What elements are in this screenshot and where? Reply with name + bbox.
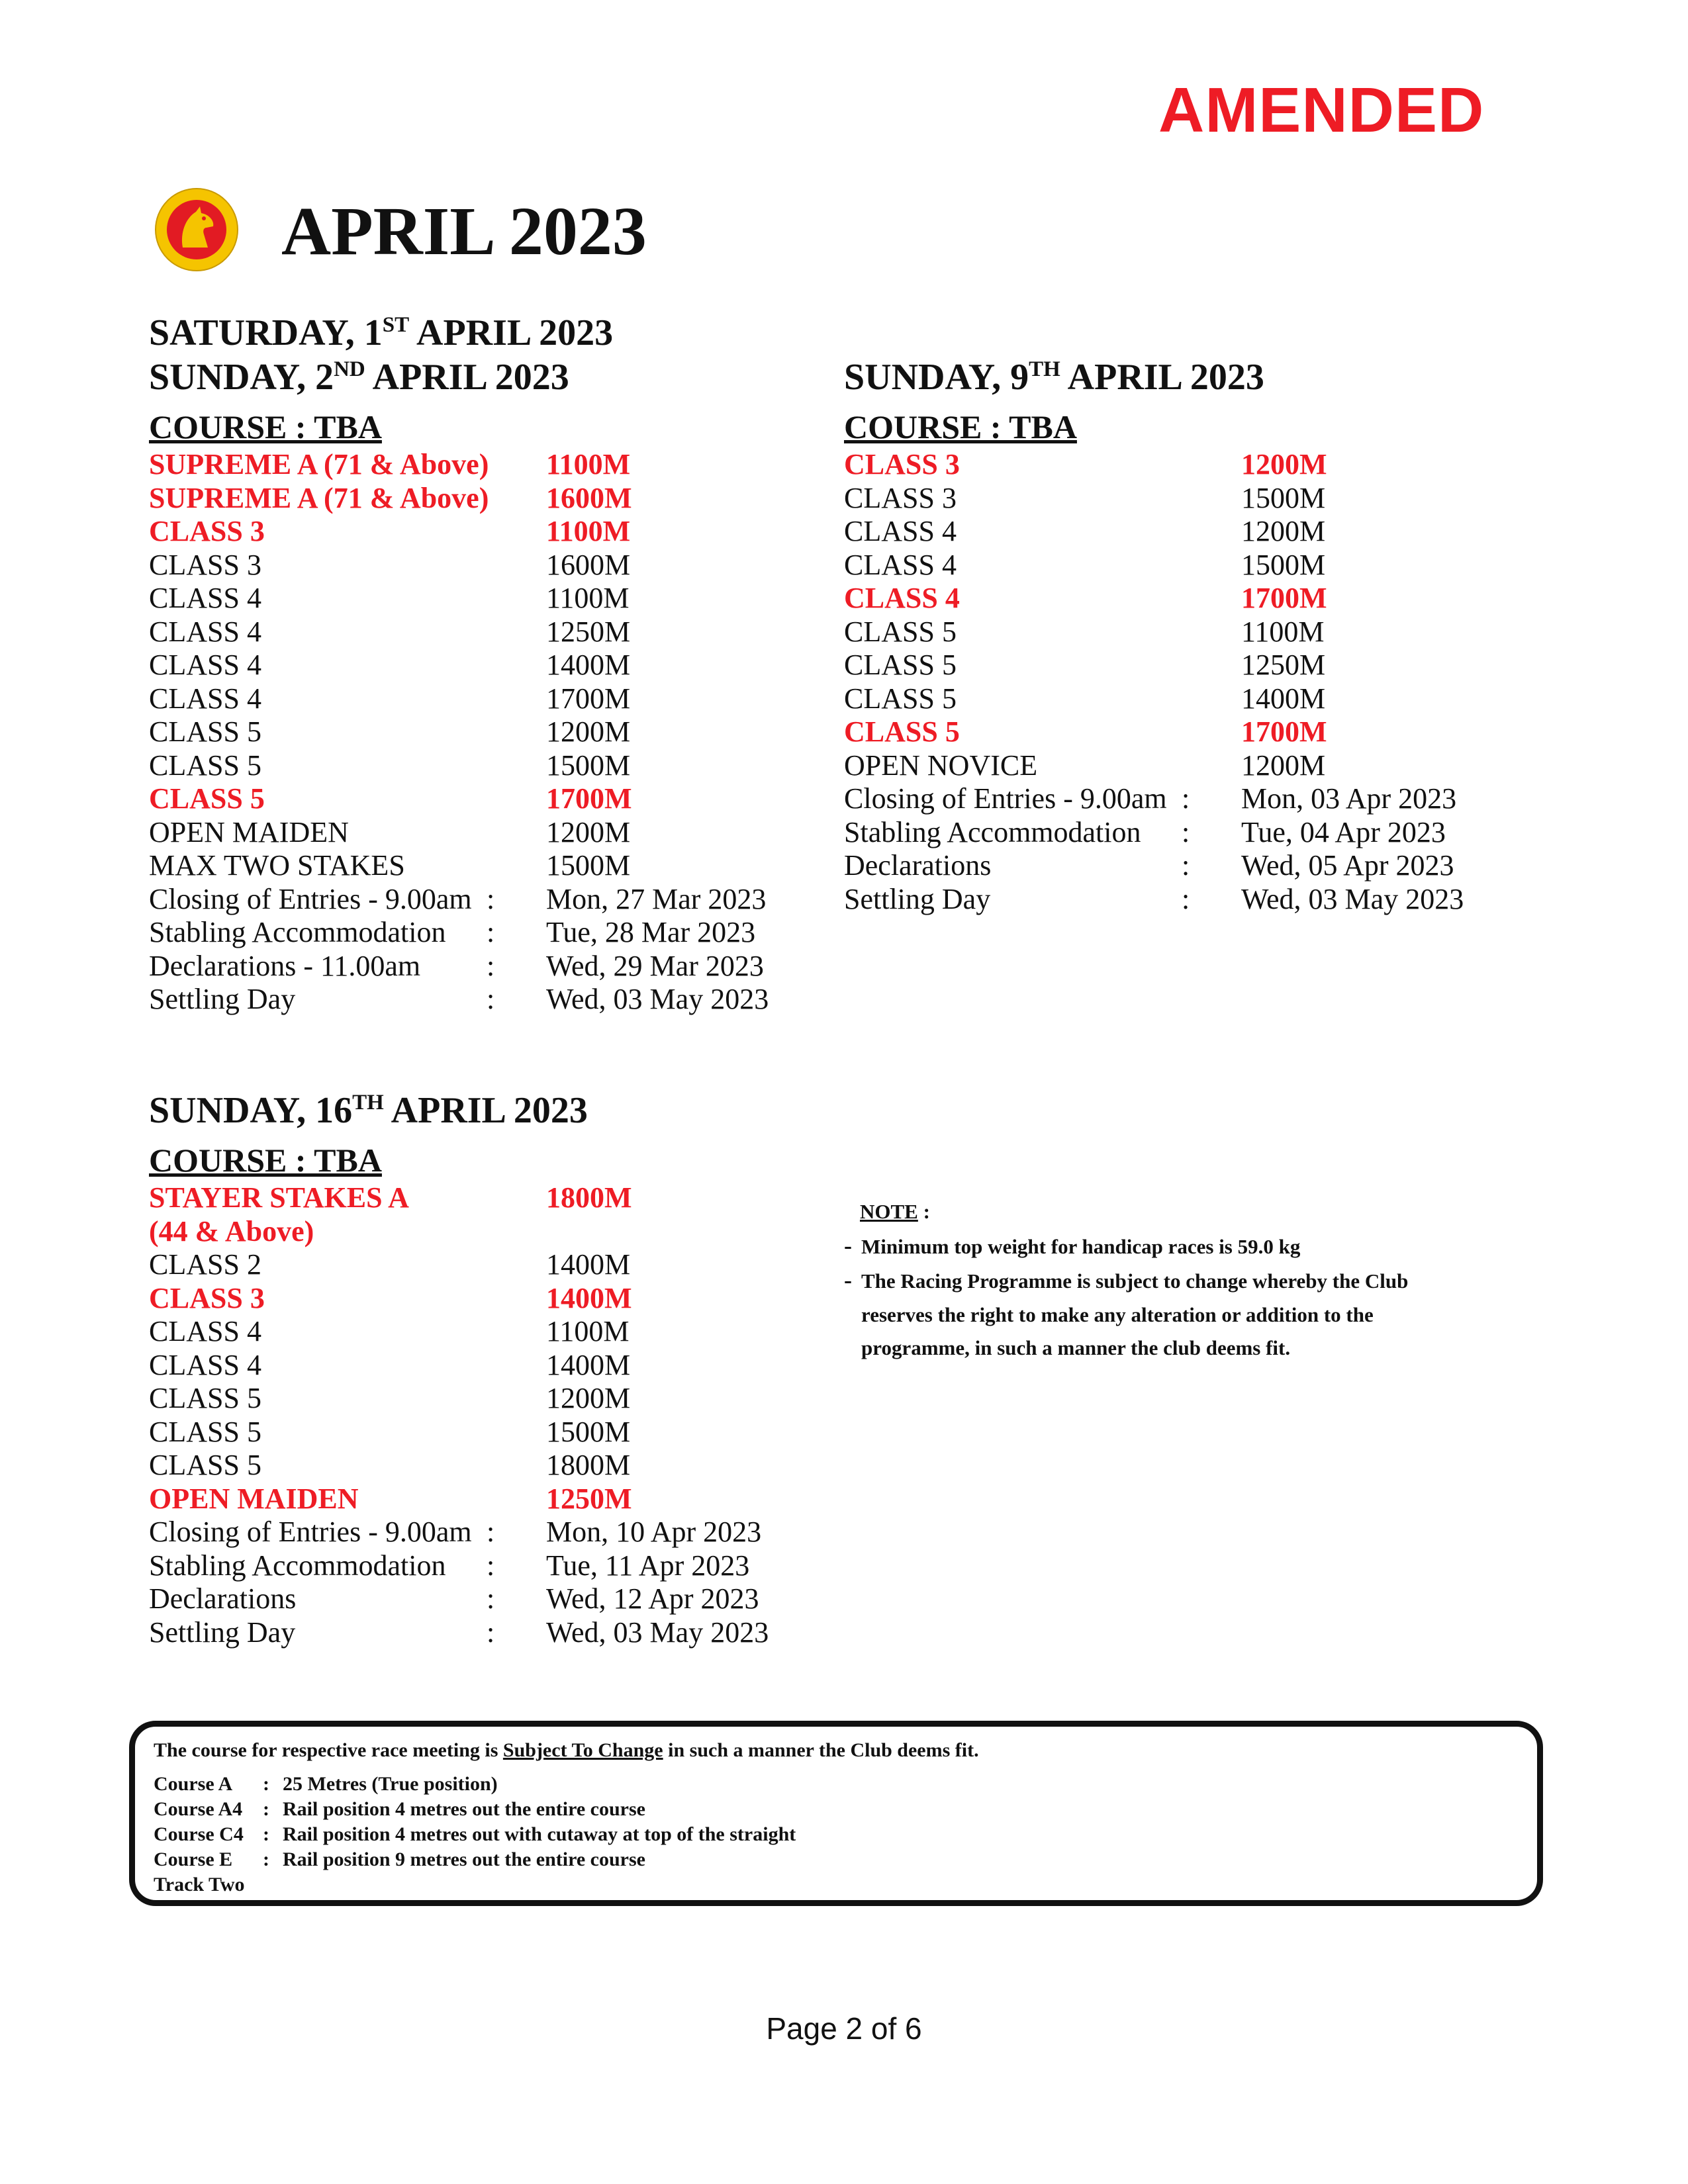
race-row (844, 549, 1506, 582)
schedule-label: Settling Day (149, 983, 296, 1015)
schedule-label: Declarations (149, 1582, 297, 1615)
race-distance: 1700M (546, 782, 632, 815)
date-text: SUNDAY, 2 (149, 357, 334, 398)
race-class: OPEN MAIDEN (149, 1482, 359, 1515)
race-row (149, 849, 811, 883)
race-class: MAX TWO STAKES (149, 849, 405, 882)
race-row (149, 1181, 811, 1215)
race-row (149, 615, 811, 649)
race-row (149, 1382, 811, 1416)
race-distance: 1200M (1241, 515, 1326, 547)
race-class: CLASS 4 (149, 1315, 261, 1347)
race-row (149, 1315, 811, 1349)
schedule-date: Wed, 03 May 2023 (1241, 882, 1464, 915)
race-distance: 1250M (1241, 649, 1326, 681)
race-class: CLASS 4 (844, 548, 957, 581)
race-distance: 1100M (546, 582, 630, 614)
race-row (149, 1349, 811, 1383)
note-item-2-cont-1: reserves the right to make any alteration or addition to the (861, 1302, 1374, 1326)
schedule-colon: : (487, 1516, 495, 1548)
schedule-label: Stabling Accommodation (149, 916, 446, 948)
schedule-date: Tue, 11 Apr 2023 (546, 1549, 750, 1582)
race-distance: 1200M (546, 815, 631, 848)
date-ordinal-suffix: TH (1029, 357, 1060, 381)
meeting-apr-16 (149, 1089, 811, 1649)
schedule-row (149, 983, 811, 1017)
schedule-row (844, 782, 1506, 816)
race-class: SUPREME A (71 & Above) (149, 481, 489, 514)
race-row (149, 1248, 811, 1282)
race-row (844, 448, 1506, 482)
schedule-date: Wed, 29 Mar 2023 (546, 949, 764, 982)
race-class: CLASS 5 (149, 782, 265, 815)
race-class: CLASS 4 (844, 582, 960, 614)
race-distance: 1400M (546, 1281, 632, 1314)
course-box-lead-post: in such a manner the Club deems fit. (663, 1739, 979, 1761)
race-row (844, 749, 1506, 783)
course-colon: : (263, 1848, 269, 1870)
race-row (149, 482, 811, 516)
schedule-date: Wed, 03 May 2023 (546, 983, 769, 1015)
schedule-label: Closing of Entries - 9.00am (844, 782, 1167, 815)
course-row (154, 1822, 1537, 1847)
race-distance: 1200M (546, 715, 631, 748)
date-text: SATURDAY, 1 (149, 312, 383, 353)
course-description: Rail position 9 metres out the entire course (283, 1848, 645, 1870)
race-distance: 1600M (546, 548, 631, 581)
race-class: CLASS 5 (844, 615, 957, 648)
schedule-date: Tue, 28 Mar 2023 (546, 916, 756, 948)
race-list (149, 1181, 811, 1649)
schedule-date: Mon, 10 Apr 2023 (546, 1516, 762, 1548)
race-row (149, 448, 811, 482)
race-class: CLASS 5 (149, 1449, 261, 1481)
race-row (844, 715, 1506, 749)
race-list (844, 448, 1506, 916)
race-row (149, 1215, 811, 1249)
race-class: CLASS 4 (149, 682, 261, 715)
schedule-date: Mon, 27 Mar 2023 (546, 882, 767, 915)
schedule-label: Declarations (844, 849, 992, 882)
course-description: 25 Metres (True position) (283, 1773, 498, 1795)
schedule-colon: : (487, 1615, 495, 1649)
race-distance: 1100M (546, 448, 631, 480)
race-row (149, 649, 811, 682)
meeting-date-heading (149, 1089, 811, 1133)
race-row (149, 715, 811, 749)
race-distance: 1100M (546, 1315, 630, 1347)
schedule-date: Wed, 03 May 2023 (546, 1615, 769, 1649)
schedule-label: Settling Day (149, 1615, 296, 1649)
schedule-colon: : (487, 916, 495, 948)
meeting-date-heading (844, 355, 1506, 400)
race-row (149, 1282, 811, 1316)
race-distance: 1800M (546, 1449, 631, 1481)
race-class: CLASS 5 (149, 1415, 261, 1448)
race-class: (44 & Above) (149, 1214, 314, 1248)
page-number: Page 2 of 6 (766, 2011, 922, 2046)
race-distance: 1400M (546, 649, 631, 681)
race-distance: 1200M (1241, 749, 1326, 782)
course-colon: : (263, 1823, 269, 1845)
schedule-colon: : (487, 1582, 495, 1615)
race-row (149, 549, 811, 582)
date-ordinal-suffix: ND (334, 357, 365, 381)
race-distance: 1500M (1241, 548, 1326, 581)
race-distance: 1250M (546, 615, 631, 648)
course-code: Course A (154, 1773, 233, 1795)
race-row (149, 1482, 811, 1516)
race-class: CLASS 5 (844, 715, 960, 748)
race-row (149, 582, 811, 615)
course-colon: : (263, 1773, 269, 1795)
race-row (844, 649, 1506, 682)
schedule-row (149, 916, 811, 950)
race-distance (546, 1215, 778, 1249)
schedule-row (149, 1616, 811, 1650)
schedule-row (149, 883, 811, 917)
race-row (149, 816, 811, 850)
club-logo-icon (154, 187, 240, 273)
race-row (844, 482, 1506, 516)
race-class: STAYER STAKES A (149, 1181, 409, 1214)
race-distance: 1500M (546, 1415, 631, 1448)
race-distance: 1100M (546, 515, 631, 547)
note-heading: NOTE (860, 1200, 918, 1223)
race-class: SUPREME A (71 & Above) (149, 448, 489, 480)
race-distance: 1500M (1241, 481, 1326, 514)
race-class: CLASS 4 (844, 515, 957, 547)
race-distance: 1600M (546, 481, 632, 514)
course-description: Rail position 4 metres out with cutaway at top of the straight (283, 1823, 796, 1845)
race-row (844, 582, 1506, 615)
schedule-colon: : (487, 983, 495, 1015)
race-class: CLASS 5 (149, 715, 261, 748)
note-bullet: - (844, 1232, 852, 1259)
race-row (149, 782, 811, 816)
course-row (154, 1772, 1537, 1797)
schedule-date: Wed, 05 Apr 2023 (1241, 849, 1454, 882)
meeting-date-heading (149, 311, 811, 355)
schedule-colon: : (1182, 815, 1190, 848)
race-distance: 1400M (546, 1348, 631, 1381)
course-box-lead-pre: The course for respective race meeting is (154, 1739, 503, 1761)
race-class: OPEN NOVICE (844, 749, 1038, 782)
course-row (154, 1797, 1537, 1822)
race-row (149, 749, 811, 783)
date-month-year: APRIL 2023 (365, 357, 569, 398)
note-item-2-cont-2: programme, in such a manner the club deems fit. (861, 1336, 1291, 1359)
schedule-colon: : (487, 882, 495, 915)
course-colon (263, 1872, 283, 1897)
schedule-label: Declarations - 11.00am (149, 949, 421, 982)
schedule-date: Tue, 04 Apr 2023 (1241, 815, 1446, 848)
course-box-lead (154, 1737, 1537, 1764)
race-distance: 1400M (546, 1248, 631, 1281)
amended-stamp: AMENDED (1158, 75, 1485, 146)
race-class: CLASS 3 (844, 448, 960, 480)
schedule-label: Stabling Accommodation (844, 815, 1141, 848)
course-info-box (129, 1721, 1543, 1906)
race-distance: 1700M (1241, 715, 1327, 748)
course-label: COURSE : TBA (844, 408, 1077, 445)
schedule-label: Closing of Entries - 9.00am (149, 1516, 472, 1548)
meeting-date-heading (149, 355, 811, 400)
schedule-colon: : (487, 949, 495, 982)
date-ordinal-suffix: TH (352, 1091, 384, 1115)
race-distance: 1250M (546, 1482, 632, 1515)
schedule-label: Stabling Accommodation (149, 1549, 446, 1582)
date-ordinal-suffix: ST (382, 313, 410, 337)
race-row (149, 1449, 811, 1482)
date-month-year: APRIL 2023 (383, 1090, 588, 1131)
note-item-1 (844, 1229, 1473, 1264)
schedule-date: Mon, 03 Apr 2023 (1241, 782, 1457, 815)
race-row (844, 515, 1506, 549)
date-month-year: APRIL 2023 (1060, 357, 1264, 398)
course-code: Track Two (154, 1874, 245, 1895)
race-class: CLASS 4 (149, 1348, 261, 1381)
race-class: CLASS 2 (149, 1248, 261, 1281)
race-class: CLASS 4 (149, 649, 261, 681)
race-class: CLASS 3 (149, 548, 261, 581)
note-item-1-text: Minimum top weight for handicap races is 59.0 kg (861, 1234, 1301, 1258)
course-code: Course E (154, 1848, 233, 1870)
race-distance: 1700M (546, 682, 631, 715)
schedule-colon: : (1182, 882, 1190, 915)
race-class: OPEN MAIDEN (149, 815, 349, 848)
course-label: COURSE : TBA (149, 1142, 382, 1179)
schedule-row (149, 950, 811, 983)
race-class: CLASS 4 (149, 615, 261, 648)
course-code: Course C4 (154, 1823, 244, 1845)
schedule-row (149, 1549, 811, 1583)
race-row (149, 515, 811, 549)
schedule-colon: : (1182, 849, 1190, 882)
note-item-2-text: The Racing Programme is subject to change whereby the Club (861, 1269, 1409, 1293)
race-list (149, 448, 811, 1017)
race-class: CLASS 4 (149, 582, 261, 614)
race-class: CLASS 3 (149, 1281, 265, 1314)
race-class: CLASS 3 (149, 515, 265, 547)
schedule-label: Closing of Entries - 9.00am (149, 882, 472, 915)
race-class: CLASS 5 (844, 649, 957, 681)
race-distance: 1500M (546, 849, 631, 882)
race-row (844, 682, 1506, 716)
race-distance: 1200M (1241, 448, 1327, 480)
note-block (844, 1195, 1473, 1365)
schedule-row (844, 816, 1506, 850)
race-row (149, 682, 811, 716)
schedule-row (844, 849, 1506, 883)
schedule-colon: : (1182, 782, 1190, 815)
course-code: Course A4 (154, 1798, 243, 1820)
meeting-apr-1-2 (149, 311, 811, 1017)
course-description: Rail position 4 metres out the entire course (283, 1798, 645, 1820)
page-title: APRIL 2023 (281, 193, 647, 269)
race-distance: 1500M (546, 749, 631, 782)
schedule-row (149, 1582, 811, 1616)
schedule-date: Wed, 12 Apr 2023 (546, 1582, 759, 1615)
race-class: CLASS 5 (149, 749, 261, 782)
race-row (149, 1416, 811, 1449)
schedule-row (149, 1516, 811, 1549)
course-box-lead-underlined: Subject To Change (502, 1739, 663, 1761)
race-class: CLASS 5 (149, 1382, 261, 1414)
course-colon: : (263, 1798, 269, 1820)
race-row (844, 615, 1506, 649)
date-month-year: APRIL 2023 (409, 312, 614, 353)
race-distance: 1800M (546, 1181, 632, 1214)
note-heading-colon: : (917, 1200, 930, 1223)
schedule-label: Settling Day (844, 882, 991, 915)
note-bullet: - (844, 1267, 852, 1293)
date-text: SUNDAY, 16 (149, 1090, 353, 1131)
race-class: CLASS 5 (844, 682, 957, 715)
race-class: CLASS 3 (844, 481, 957, 514)
date-text: SUNDAY, 9 (844, 357, 1029, 398)
race-distance: 1100M (1241, 615, 1325, 648)
course-row (154, 1872, 1537, 1897)
schedule-colon: : (487, 1549, 495, 1582)
race-distance: 1200M (546, 1382, 631, 1414)
schedule-row (844, 883, 1506, 917)
meeting-apr-9 (844, 355, 1506, 916)
course-row (154, 1847, 1537, 1872)
course-label: COURSE : TBA (149, 408, 382, 445)
course-box-rows (154, 1772, 1537, 1897)
race-distance: 1700M (1241, 582, 1327, 614)
race-distance: 1400M (1241, 682, 1326, 715)
note-item-2 (844, 1263, 1473, 1298)
